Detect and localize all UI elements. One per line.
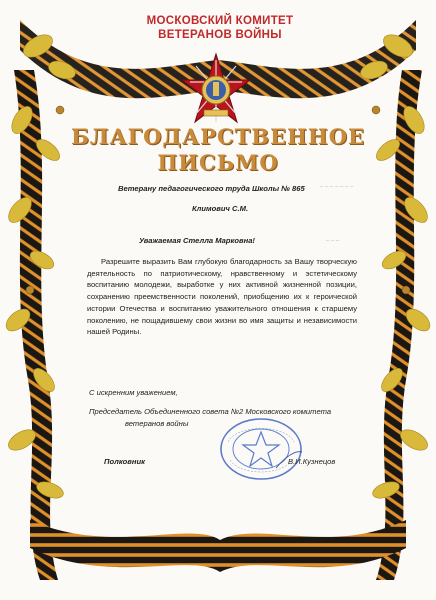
salutation: Уважаемая Стелла Марковна! [139,236,255,245]
body-line: сохранению преемственности поколений, приобщению их к героической [87,292,357,302]
document-title-line1: БЛАГОДАРСТВЕННОЕ [70,124,366,149]
body-line: нашей Родины. [87,327,142,337]
body-line: деятельность по патриотическому, нравственному и эстетическому [87,268,357,278]
recipient-line: Ветерану педагогического труда Школы № 865 [118,184,305,193]
body-line: воспитанию молодежи, выработке у них активной жизненной позиции, [87,280,357,290]
faint-bleedthrough-2: – – – [326,238,340,244]
letter-body [87,256,357,338]
signatory-name: В.И.Кузнецов [288,457,336,466]
official-stamp-icon [216,416,306,482]
signatory-position-line1: Председатель Объединенного совета №2 Московского комитета [89,407,332,416]
closing: С искренним уважением, [89,388,178,397]
organization-line1: МОСКОВСКИЙ КОМИТЕТ [146,15,294,27]
signatory-rank: Полковник [104,457,145,466]
body-line: Разрешите выразить Вам глубокую благодарность за Вашу творческую [101,257,357,266]
recipient-name: Климович С.М. [192,204,249,213]
faint-bleedthrough-1: – – – – – – – [320,184,354,190]
organization-line2: ВЕТЕРАНОВ ВОЙНЫ [158,29,282,41]
victory-order-emblem-icon [180,52,252,132]
body-line: поколению, не пощадившему свои жизни во имя защиты и независимости [87,315,357,325]
organization-name [120,14,320,42]
body-line: истории Отечества и воспитанию уважительного отношения к старшему [87,303,357,313]
signatory-position-line2: ветеранов войны [125,419,189,428]
document-title-line2: ПИСЬМО [157,150,279,175]
